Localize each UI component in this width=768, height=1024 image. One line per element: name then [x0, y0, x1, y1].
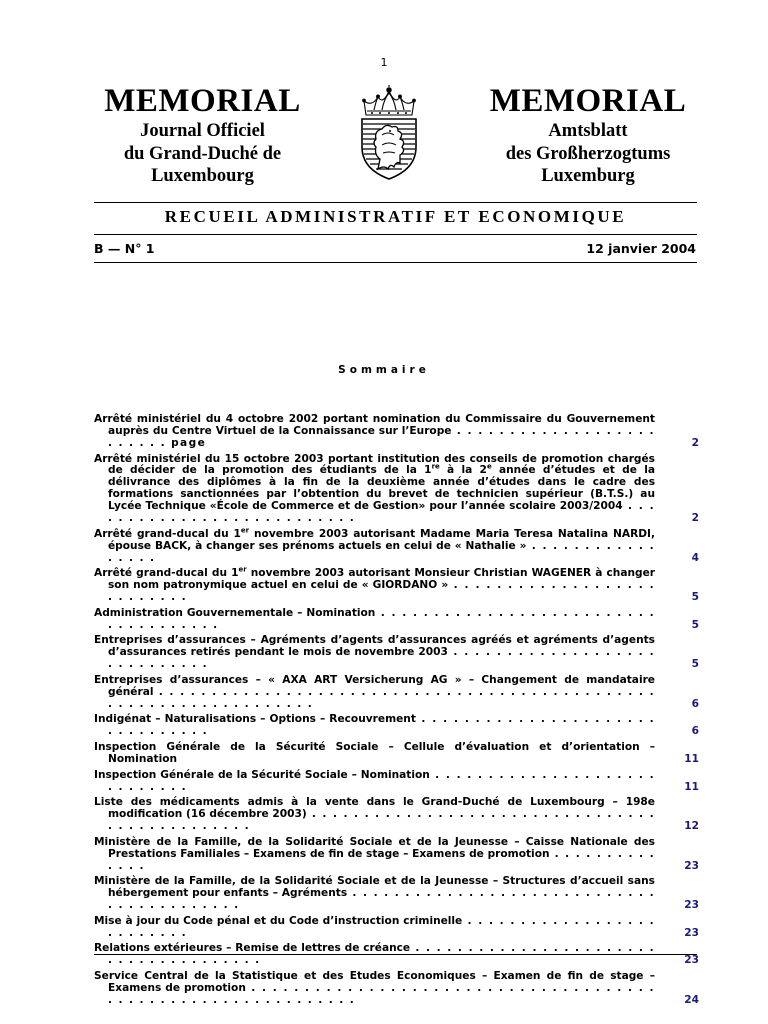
toc-entry-page[interactable]: 2 — [691, 436, 699, 449]
toc-entry[interactable] — [94, 837, 699, 873]
masthead-left-line3: Luxembourg — [151, 166, 254, 186]
toc-entry-leader: . . . . . . . . . . . . . . . . . . . . . . . . . . . . . — [108, 646, 655, 671]
masthead-left-title: MEMORIAL — [104, 83, 301, 119]
toc-entry-leader: . . . . . . . . . . . . . . . . . . . . . . . . . . . . . . . . . . . . . — [108, 606, 656, 631]
toc-entry-text: Indigénat – Naturalisations – Options – Recouvrement — [94, 713, 416, 726]
issue-number: B — N° 1 — [94, 241, 155, 256]
toc-entry-text: Inspection Générale de la Sécurité Sociale – Nomination — [94, 768, 430, 781]
toc-entry-text: Liste des médicaments admis à la vente dans le Grand-Duché de Luxembourg – 198e modification (16 décembre 2003) — [94, 796, 655, 821]
toc-entry-text: Arrêté ministériel du 4 octobre 2002 portant nomination du Commissaire du Gouvernement auprès du Centre Virtuel de la Connaissance sur l’Europe — [94, 413, 655, 437]
toc-entry-leader: . . . . . . . . . . . . . . . . . . . . . . . . . . . — [108, 500, 655, 525]
toc-entry[interactable] — [94, 565, 699, 604]
toc-entry-leader: . . . . . . . . . . . . . . . . . . . . . . . . . . . . . . . . . . . . . . . . . . . . . . . . . . . . . . . . . . . . . . . . . . . — [108, 685, 655, 710]
masthead-right-title: MEMORIAL — [489, 83, 687, 119]
masthead-left-line1: Journal Officiel — [140, 121, 265, 141]
masthead-left-line2: du Grand-Duché de — [123, 143, 282, 164]
toc-entry-text: Service Central de la Statistique et des Etudes Economiques – Examen de fin de stage – Examens de promotion — [94, 970, 655, 994]
toc-entry-text: Inspection Générale de la Sécurité Sociale – Cellule d’évaluation et d’orientation – Nomination — [94, 741, 655, 765]
header-rule-top — [94, 202, 697, 203]
toc-entry[interactable] — [94, 414, 699, 450]
toc-entry-page[interactable]: 11 — [684, 752, 699, 765]
toc-entry-text: re — [431, 462, 440, 471]
toc-entry-page[interactable]: 6 — [691, 697, 699, 710]
toc-entry-text: Entreprises d’assurances – Agréments d’agents d’assurances agréés et agréments d’agents d’assurances retirés pendant le mois de novembre 2003 — [94, 634, 655, 659]
toc-entry-page[interactable]: 24 — [684, 993, 699, 1006]
toc-entry-text: année d’études et de la délivrance des diplômes à la fin de la deuxième année d’études dans le cadre des formations sanctionnées par l’obtention du brevet de technicien supérieur (B.T.S.) au Lycée Technique «École de Commerce et de Gestion» pour l’année scolaire 2003/2004 — [108, 464, 655, 513]
masthead-right-line1: Amtsblatt — [548, 121, 628, 141]
toc-entry-text: novembre 2003 autorisant Monsieur Christian WAGENER à changer son nom patronymique actuel en celui de « GIORDANO » — [108, 567, 655, 592]
toc-entry-page[interactable]: 4 — [691, 551, 699, 564]
toc-entry-leader: . . . . . . . . . . . . . . . . . — [108, 539, 655, 564]
toc-entry-page[interactable]: 12 — [684, 820, 699, 833]
toc-entry-page[interactable]: 5 — [691, 658, 699, 671]
toc-entry-text: er — [238, 565, 247, 574]
toc-entry-leader: . . . . . . . . . . . . . . . . . . . . . . . . . . . . . . . . . . . . . . — [108, 942, 655, 967]
toc-entry-page[interactable]: 23 — [684, 926, 699, 939]
toc-entry-page[interactable]: 5 — [691, 618, 699, 631]
toc-entry-text: Ministère de la Famille, de la Solidarité Sociale et de la Jeunesse – Structures d’accueil sans hébergement pour enfants – Agréments — [94, 875, 655, 900]
toc-entry[interactable] — [94, 742, 699, 766]
toc-entry-text: Administration Gouvernementale – Nomination — [94, 606, 376, 619]
toc-entry-text: Ministère de la Famille, de la Solidarité Sociale et de la Jeunesse – Caisse Nationale des Prestations Familiales – Examens de fin de stage – Examens de promotion — [94, 835, 655, 860]
toc-entry-page[interactable]: 23 — [684, 899, 699, 912]
toc-entry[interactable] — [94, 916, 699, 940]
toc-entry-page[interactable]: 23 — [684, 859, 699, 872]
toc-entry-text: Arrêté ministériel du 15 octobre 2003 portant institution des conseils de promotion chargés de décider de la promotion des étudiants de la 1 — [94, 452, 655, 477]
masthead-right-line2: des Großherzogtums — [505, 143, 671, 164]
toc-entry-text: e — [486, 462, 492, 471]
toc-entry-text: Arrêté grand-ducal du 1 — [94, 527, 241, 540]
toc-entry-page[interactable]: 6 — [691, 725, 699, 738]
toc-entry-leader: . . . . . . . . . . . . . . . . . . . . . . . . . . . . . . . . . . . . . . . . . . . . . . . — [108, 808, 655, 833]
toc-entry-text: à la 2 — [439, 464, 487, 477]
toc-entry-leader: . . . . . . . . . . . . . . . . . . . . . . . . . . — [108, 914, 655, 939]
toc-entry-leader: . . . . . . . . . . . . . . . . . . . . . . . . . . . . . . . . — [108, 713, 655, 738]
toc-entry-page[interactable]: 23 — [684, 954, 699, 967]
series-title: RECUEIL ADMINISTRATIF ET ECONOMIQUE — [164, 207, 627, 226]
toc-entry-text: Mise à jour du Code pénal et du Code d’instruction criminelle — [94, 914, 463, 927]
toc-entry[interactable] — [94, 526, 699, 565]
toc-entry-page[interactable]: 11 — [684, 780, 699, 793]
toc-entry[interactable] — [94, 876, 699, 912]
toc-entry[interactable] — [94, 971, 699, 1007]
page-number: 1 — [380, 56, 388, 69]
toc-entry[interactable] — [94, 770, 699, 794]
summary-heading: Sommaire — [338, 364, 430, 376]
toc-entry-leader: . . . . . . . . . . . . . . — [108, 847, 655, 872]
table-of-contents — [94, 414, 699, 1011]
toc-entry[interactable] — [94, 608, 699, 632]
toc-entry-text: Relations extérieures – Remise de lettres de créance — [94, 942, 411, 955]
toc-entry[interactable] — [94, 943, 699, 967]
toc-entry-leader: . . . . . . . . . . . . . . . . . . . . . . . . . . . — [108, 579, 655, 604]
masthead-right — [470, 82, 706, 188]
masthead-left — [80, 82, 325, 188]
toc-entry-leader: . . . . . . . . . . . . . . . . . . . . . . . . . . . . . . . . . . . . . . . . . . . . . . . . . . . . . . . . . . . . . . — [108, 981, 655, 1006]
coat-of-arms-icon — [352, 85, 426, 181]
toc-entry-text: Entreprises d’assurances – « AXA ART Versicherung AG » – Changement de mandataire général — [94, 673, 655, 698]
toc-entry-leader: . . . . . . . . . . . . . . . . . . . . . . . . . page — [108, 424, 655, 449]
toc-entry-text: er — [240, 526, 250, 535]
toc-entry[interactable] — [94, 714, 699, 738]
toc-entry-page[interactable]: 5 — [691, 591, 699, 604]
header-rule-bottom — [94, 262, 697, 263]
toc-entry[interactable] — [94, 454, 699, 525]
toc-entry-text: Arrêté grand-ducal du 1 — [94, 567, 239, 580]
toc-entry[interactable] — [94, 675, 699, 711]
issue-date: 12 janvier 2004 — [586, 241, 696, 256]
footer-rule — [94, 954, 697, 955]
header-rule-middle — [94, 234, 697, 235]
toc-entry-text: novembre 2003 autorisant Madame Maria Teresa Natalina NARDI, épouse BACK, à changer ses prénoms actuels en celui de « Nathalie » — [108, 527, 655, 552]
toc-entry-page[interactable]: 2 — [691, 512, 699, 525]
toc-entry-leader: . . . . . . . . . . . . . . . . . . . . . . . . . . . . . — [108, 768, 655, 793]
toc-entry[interactable] — [94, 635, 699, 671]
toc-entry-leader: . . . . . . . . . . . . . . . . . . . . . . . . . . . . . . . . . . . . . . . . . . — [108, 887, 655, 912]
toc-entry[interactable] — [94, 797, 699, 833]
masthead-right-line3: Luxemburg — [541, 166, 635, 186]
